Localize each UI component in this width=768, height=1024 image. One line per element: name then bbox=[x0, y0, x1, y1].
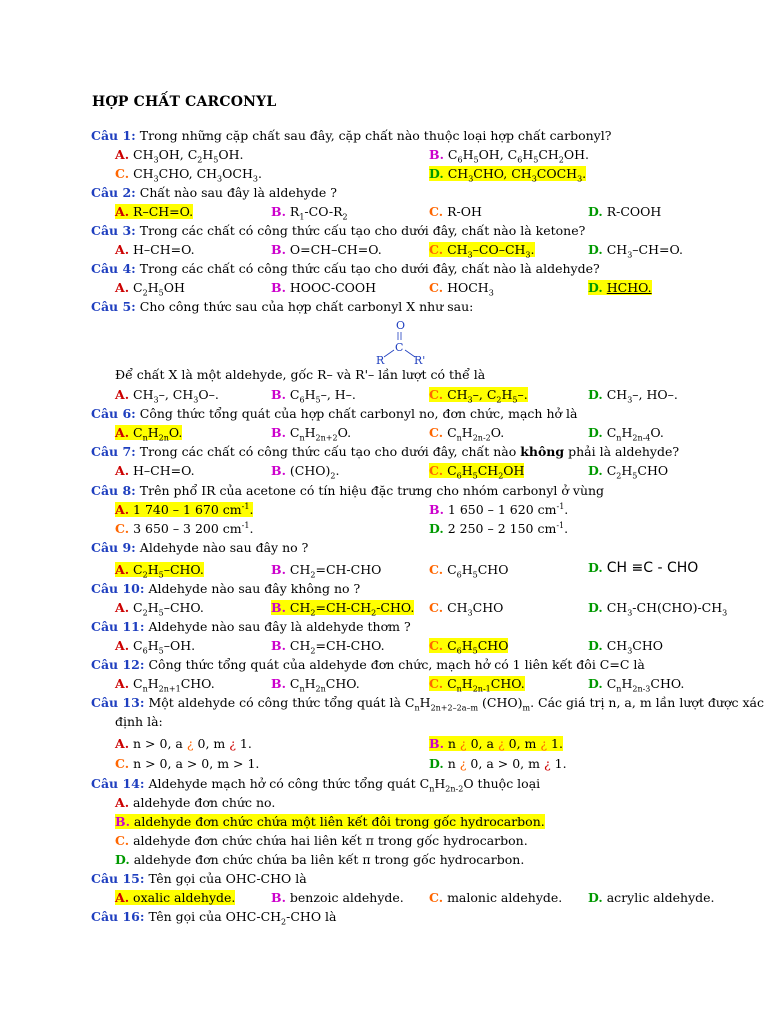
question-12: Câu 12: Công thức tổng quát của aldehyde đơn chức, mạch hở có 1 liên kết đôi C=C là bbox=[91, 657, 645, 672]
question-8: Câu 8: Trên phổ IR của acetone có tín hiệu đặc trưng cho nhóm carbonyl ở vùng bbox=[91, 483, 605, 498]
q11-option-b: B. $CH_2=CH$-CHO. bbox=[271, 638, 385, 656]
q7-option-c: C. $C_6H_5CH_2OH$ bbox=[429, 463, 525, 481]
q1-option-a: A. $CH_3OH$, $C_2H_5OH$. bbox=[115, 147, 244, 165]
q10-option-d: D. $CH_3-CH(CHO)-CH_3$ bbox=[588, 600, 728, 618]
question-11: Câu 11: Aldehyde nào sau đây là aldehyde thơm ? bbox=[91, 619, 411, 634]
q9-option-b: B. $CH_2=CH$-CHO bbox=[271, 562, 382, 580]
q10-option-c: C. $CH_3CHO$ bbox=[429, 600, 504, 618]
q12-option-d: D. $C_nH_{2n-3}CHO$. bbox=[588, 676, 685, 694]
q1-option-d: D. $CH_3CHO$, $CH_3COCH_3$. bbox=[429, 166, 587, 184]
q8-option-b: B. 1 650 – 1 620 $cm^{-1}$. bbox=[429, 501, 569, 517]
q12-option-c: C. $C_nH_{2n-1}CHO$. bbox=[429, 676, 525, 694]
q12-option-a: A. $C_nH_{2n+1}CHO$. bbox=[115, 676, 215, 694]
q15-option-d: D. acrylic aldehyde. bbox=[588, 890, 715, 905]
question-14: Câu 14: Aldehyde mạch hở có công thức tổng quát $C_nH_{2n-2}O$ thuộc loại bbox=[91, 776, 541, 794]
q10-option-b: B. $CH_2=CH-CH_2$-CHO. bbox=[271, 600, 415, 618]
question-4: Câu 4: Trong các chất có công thức cấu tạo cho dưới đây, chất nào là aldehyde? bbox=[91, 261, 600, 276]
q5-option-a: A. $CH_3-$, $CH_3O-$. bbox=[115, 387, 219, 405]
q2-option-b: B. $R_1-CO-R_2$ bbox=[271, 204, 348, 222]
q4-option-d: D. HCHO. bbox=[588, 280, 652, 295]
question-5-subtext: Để chất X là một aldehyde, gốc R– và R'– lần lượt có thể là bbox=[115, 367, 486, 382]
q14-option-a: A. aldehyde đơn chức no. bbox=[115, 795, 276, 810]
q6-option-a: A. $C_nH_{2n}O$. bbox=[115, 425, 183, 443]
question-1 bbox=[91, 127, 611, 145]
struct-r-prime: R' bbox=[414, 354, 426, 367]
question-6: Câu 6: Công thức tổng quát của hợp chất carbonyl no, đơn chức, mạch hở là bbox=[91, 406, 578, 421]
question-16: Câu 16: Tên gọi của OHC-$CH_2$-CHO là bbox=[91, 909, 337, 927]
q13-option-c: C. n > 0, a > 0, m > 1. bbox=[115, 756, 260, 771]
q7-option-a: A. H–CH=O. bbox=[115, 463, 195, 478]
q6-option-c: C. $C_nH_{2n-2}O$. bbox=[429, 425, 505, 443]
q4-option-c: C. $HOCH_3$ bbox=[429, 280, 494, 298]
q12-option-b: B. $C_nH_{2n}CHO$. bbox=[271, 676, 360, 694]
q11-option-d: D. $CH_3CHO$ bbox=[588, 638, 664, 656]
q15-option-b: B. benzoic aldehyde. bbox=[271, 890, 404, 905]
q3-option-d: D. $CH_3-CH=O$. bbox=[588, 242, 683, 260]
q14-option-c: C. aldehyde đơn chức chứa hai liên kết π trong gốc hydrocarbon. bbox=[115, 833, 528, 848]
question-5: Câu 5: Cho công thức sau của hợp chất carbonyl X như sau: bbox=[91, 299, 474, 314]
q2-option-c: C. R-OH bbox=[429, 204, 482, 219]
page-title: HỢP CHẤT CARCONYL bbox=[92, 94, 277, 110]
q14-option-b: B. aldehyde đơn chức chứa một liên kết đôi trong gốc hydrocarbon. bbox=[115, 814, 545, 829]
q10-option-a: A. $C_2H_5$–CHO. bbox=[115, 600, 204, 618]
question-13: Câu 13: Một aldehyde có công thức tổng quát là $C_nH_{2n+2-2a-m}$ $(CHO)_m$. Các giá trị n, a, m lần lượt được xác bbox=[91, 695, 764, 713]
question-number: Câu 1: bbox=[91, 128, 136, 143]
q4-option-a: A. $C_2H_5OH$ bbox=[115, 280, 185, 298]
q14-option-d: D. aldehyde đơn chức chứa ba liên kết π trong gốc hydrocarbon. bbox=[115, 852, 525, 867]
q9-option-c: C. $C_6H_5CHO$ bbox=[429, 562, 509, 580]
carbonyl-structure-diagram bbox=[370, 318, 430, 368]
q6-option-b: B. $C_nH_{2n+2}O$. bbox=[271, 425, 352, 443]
question-text: Trong những cặp chất sau đây, cặp chất nào thuộc loại hợp chất carbonyl? bbox=[139, 128, 612, 143]
q11-option-a: A. $C_6H_5-OH$. bbox=[115, 638, 196, 656]
q11-option-c: C. $C_6H_5CHO$ bbox=[429, 638, 509, 656]
q9-option-a: A. $C_2H_5$–CHO. bbox=[115, 562, 204, 580]
q8-option-a: A. 1 740 – 1 670 $cm^{-1}$. bbox=[115, 501, 254, 517]
q15-option-a: A. oxalic aldehyde. bbox=[115, 890, 236, 905]
question-9: Câu 9: Aldehyde nào sau đây no ? bbox=[91, 540, 309, 555]
question-13-line2: định là: bbox=[115, 714, 163, 729]
q7-option-b: B. $(CHO)_2$. bbox=[271, 463, 340, 481]
q13-option-a: A. n > 0, a ¿ 0, m ¿ 1. bbox=[115, 736, 252, 751]
q3-option-a: A. H–CH=O. bbox=[115, 242, 195, 257]
question-15: Câu 15: Tên gọi của OHC-CHO là bbox=[91, 871, 307, 886]
q5-option-b: B. $C_6H_5-$, H–. bbox=[271, 387, 356, 405]
q2-option-d: D. R-COOH bbox=[588, 204, 662, 219]
question-2: Câu 2: Chất nào sau đây là aldehyde ? bbox=[91, 185, 337, 200]
question-10: Câu 10: Aldehyde nào sau đây không no ? bbox=[91, 581, 361, 596]
q8-option-d: D. 2 250 – 2 150 $cm^{-1}$. bbox=[429, 520, 569, 536]
struct-carbon: C bbox=[395, 341, 404, 354]
q3-option-c: C. $CH_3-CO-CH_3$. bbox=[429, 242, 535, 260]
struct-oxygen: O bbox=[396, 319, 406, 332]
q8-option-c: C. 3 650 – 3 200 $cm^{-1}$. bbox=[115, 520, 254, 536]
q5-option-d: D. $CH_3-$, HO–. bbox=[588, 387, 678, 405]
q13-option-d: D. n ¿ 0, a > 0, m ¿ 1. bbox=[429, 756, 567, 771]
question-7: Câu 7: Trong các chất có công thức cấu tạo cho dưới đây, chất nào không phải là aldehyde? bbox=[91, 444, 680, 459]
q4-option-b: B. HOOC-COOH bbox=[271, 280, 377, 295]
q2-option-a: A. R–CH=O. bbox=[115, 204, 194, 219]
q1-option-c: C. $CH_3CHO$, $CH_3OCH_3$. bbox=[115, 166, 262, 184]
q1-option-b: B. $C_6H_5OH$, $C_6H_5CH_2OH$. bbox=[429, 147, 590, 165]
q7-option-d: D. $C_2H_5CHO$ bbox=[588, 463, 669, 481]
q13-option-b: B. n ¿ 0, a ¿ 0, m ¿ 1. bbox=[429, 736, 563, 751]
q6-option-d: D. $C_nH_{2n-4}O$. bbox=[588, 425, 664, 443]
question-3: Câu 3: Trong các chất có công thức cấu tạo cho dưới đây, chất nào là ketone? bbox=[91, 223, 586, 238]
q5-option-c: C. $CH_3-$, $C_2H_5-$. bbox=[429, 387, 528, 405]
struct-r: R bbox=[376, 354, 385, 367]
q15-option-c: C. malonic aldehyde. bbox=[429, 890, 563, 905]
q9-option-d: D. CH ≡C - CHO bbox=[588, 560, 699, 576]
q3-option-b: B. O=CH–CH=O. bbox=[271, 242, 382, 257]
